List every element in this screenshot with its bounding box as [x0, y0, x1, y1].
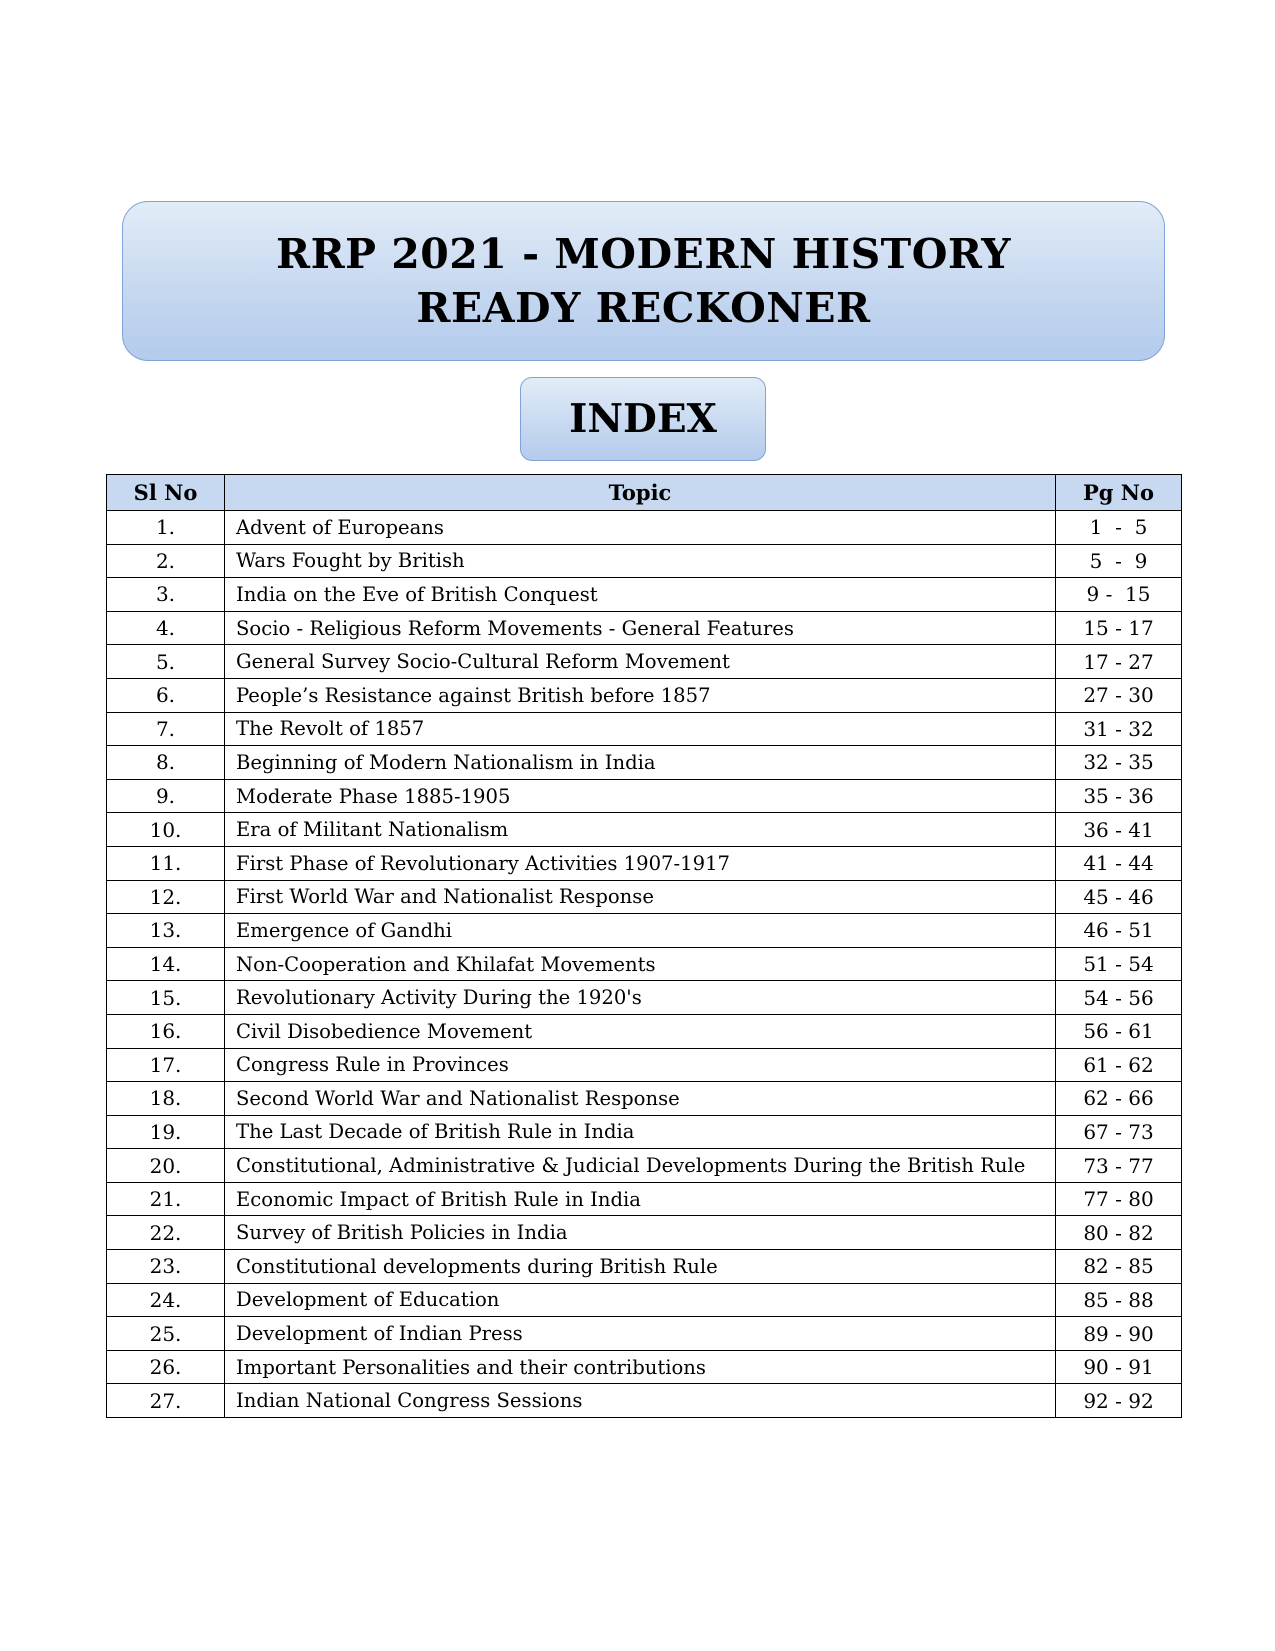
row-page-range: 90 - 91	[1056, 1350, 1182, 1384]
table-row	[107, 1048, 1182, 1082]
row-topic: People’s Resistance against British before 1857	[225, 678, 1056, 712]
table-row	[107, 1384, 1182, 1418]
row-serial-number: 24.	[107, 1283, 225, 1317]
row-topic: First Phase of Revolutionary Activities 1907-1917	[225, 846, 1056, 880]
row-serial-number: 20.	[107, 1149, 225, 1183]
row-topic: Congress Rule in Provinces	[225, 1048, 1056, 1082]
row-page-range: 77 - 80	[1056, 1182, 1182, 1216]
table-row	[107, 611, 1182, 645]
table-row	[107, 1283, 1182, 1317]
row-page-range: 36 - 41	[1056, 813, 1182, 847]
row-topic: Development of Education	[225, 1283, 1056, 1317]
row-page-range: 27 - 30	[1056, 678, 1182, 712]
index-heading: INDEX	[569, 396, 717, 442]
row-page-range: 82 - 85	[1056, 1250, 1182, 1284]
row-page-range: 62 - 66	[1056, 1082, 1182, 1116]
row-topic: Constitutional, Administrative & Judicial Developments During the British Rule	[225, 1149, 1056, 1183]
row-serial-number: 13.	[107, 914, 225, 948]
row-serial-number: 26.	[107, 1350, 225, 1384]
row-page-range: 85 - 88	[1056, 1283, 1182, 1317]
row-topic: India on the Eve of British Conquest	[225, 578, 1056, 612]
row-topic: General Survey Socio-Cultural Reform Movement	[225, 645, 1056, 679]
row-page-range: 61 - 62	[1056, 1048, 1182, 1082]
table-row	[107, 1250, 1182, 1284]
row-page-range: 92 - 92	[1056, 1384, 1182, 1418]
row-serial-number: 8.	[107, 746, 225, 780]
row-serial-number: 9.	[107, 779, 225, 813]
row-serial-number: 1.	[107, 511, 225, 545]
table-row	[107, 712, 1182, 746]
row-serial-number: 22.	[107, 1216, 225, 1250]
row-serial-number: 14.	[107, 947, 225, 981]
row-topic: First World War and Nationalist Response	[225, 880, 1056, 914]
table-row	[107, 1014, 1182, 1048]
document-title-line-1: RRP 2021 - MODERN HISTORY	[276, 230, 1011, 278]
row-serial-number: 10.	[107, 813, 225, 847]
table-row	[107, 779, 1182, 813]
row-page-range: 46 - 51	[1056, 914, 1182, 948]
row-page-range: 89 - 90	[1056, 1317, 1182, 1351]
table-row	[107, 1350, 1182, 1384]
table-row	[107, 746, 1182, 780]
index-table	[106, 474, 1182, 1418]
row-page-range: 51 - 54	[1056, 947, 1182, 981]
row-page-range: 5 - 9	[1056, 544, 1182, 578]
table-row	[107, 544, 1182, 578]
row-serial-number: 27.	[107, 1384, 225, 1418]
row-topic: Civil Disobedience Movement	[225, 1014, 1056, 1048]
row-serial-number: 23.	[107, 1250, 225, 1284]
row-topic: Era of Militant Nationalism	[225, 813, 1056, 847]
row-page-range: 32 - 35	[1056, 746, 1182, 780]
row-serial-number: 19.	[107, 1115, 225, 1149]
row-topic: Survey of British Policies in India	[225, 1216, 1056, 1250]
row-page-range: 31 - 32	[1056, 712, 1182, 746]
table-row	[107, 678, 1182, 712]
table-row	[107, 1115, 1182, 1149]
row-page-range: 54 - 56	[1056, 981, 1182, 1015]
row-page-range: 35 - 36	[1056, 779, 1182, 813]
table-row	[107, 578, 1182, 612]
row-serial-number: 25.	[107, 1317, 225, 1351]
document-title-line-2: READY RECKONER	[416, 284, 871, 332]
row-topic: Advent of Europeans	[225, 511, 1056, 545]
row-topic: The Revolt of 1857	[225, 712, 1056, 746]
row-topic: Revolutionary Activity During the 1920's	[225, 981, 1056, 1015]
table-row	[107, 846, 1182, 880]
table-row	[107, 880, 1182, 914]
row-serial-number: 17.	[107, 1048, 225, 1082]
table-header-row	[107, 475, 1182, 511]
row-topic: Constitutional developments during British Rule	[225, 1250, 1056, 1284]
row-page-range: 73 - 77	[1056, 1149, 1182, 1183]
column-header-pg-no: Pg No	[1056, 475, 1182, 511]
table-row	[107, 813, 1182, 847]
row-serial-number: 6.	[107, 678, 225, 712]
row-topic: Important Personalities and their contributions	[225, 1350, 1056, 1384]
row-serial-number: 7.	[107, 712, 225, 746]
table-row	[107, 1317, 1182, 1351]
row-page-range: 9 - 15	[1056, 578, 1182, 612]
row-topic: Socio - Religious Reform Movements - General Features	[225, 611, 1056, 645]
row-serial-number: 15.	[107, 981, 225, 1015]
title-banner	[122, 201, 1165, 361]
row-serial-number: 5.	[107, 645, 225, 679]
row-serial-number: 4.	[107, 611, 225, 645]
row-serial-number: 12.	[107, 880, 225, 914]
table-row	[107, 981, 1182, 1015]
row-topic: The Last Decade of British Rule in India	[225, 1115, 1056, 1149]
table-row	[107, 1216, 1182, 1250]
row-topic: Indian National Congress Sessions	[225, 1384, 1056, 1418]
row-topic: Development of Indian Press	[225, 1317, 1056, 1351]
row-page-range: 41 - 44	[1056, 846, 1182, 880]
table-row	[107, 914, 1182, 948]
table-row	[107, 511, 1182, 545]
row-topic: Economic Impact of British Rule in India	[225, 1182, 1056, 1216]
index-banner	[520, 377, 766, 461]
row-topic: Moderate Phase 1885-1905	[225, 779, 1056, 813]
table-row	[107, 947, 1182, 981]
row-serial-number: 16.	[107, 1014, 225, 1048]
table-row	[107, 1182, 1182, 1216]
row-page-range: 15 - 17	[1056, 611, 1182, 645]
row-serial-number: 3.	[107, 578, 225, 612]
column-header-sl-no: Sl No	[107, 475, 225, 511]
row-serial-number: 18.	[107, 1082, 225, 1116]
row-page-range: 45 - 46	[1056, 880, 1182, 914]
row-page-range: 56 - 61	[1056, 1014, 1182, 1048]
table-row	[107, 1149, 1182, 1183]
row-serial-number: 21.	[107, 1182, 225, 1216]
row-page-range: 1 - 5	[1056, 511, 1182, 545]
row-page-range: 17 - 27	[1056, 645, 1182, 679]
row-page-range: 67 - 73	[1056, 1115, 1182, 1149]
table-row	[107, 645, 1182, 679]
row-serial-number: 2.	[107, 544, 225, 578]
row-topic: Non-Cooperation and Khilafat Movements	[225, 947, 1056, 981]
row-topic: Wars Fought by British	[225, 544, 1056, 578]
row-topic: Beginning of Modern Nationalism in India	[225, 746, 1056, 780]
row-page-range: 80 - 82	[1056, 1216, 1182, 1250]
row-topic: Emergence of Gandhi	[225, 914, 1056, 948]
column-header-topic: Topic	[225, 475, 1056, 511]
table-row	[107, 1082, 1182, 1116]
row-serial-number: 11.	[107, 846, 225, 880]
row-topic: Second World War and Nationalist Response	[225, 1082, 1056, 1116]
